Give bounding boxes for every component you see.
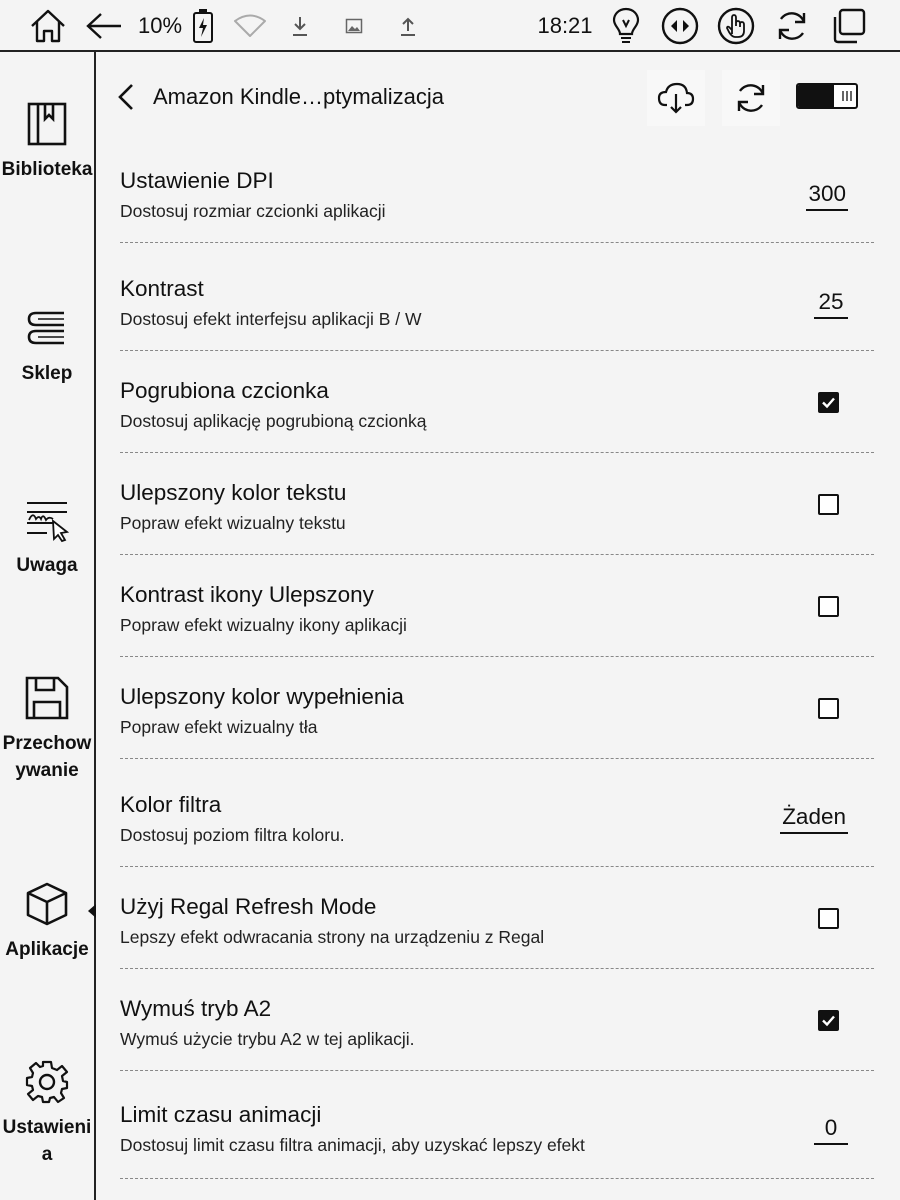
touch-icon[interactable]: [714, 0, 758, 52]
back-button[interactable]: [112, 82, 142, 112]
setting-subtitle: Dostosuj rozmiar czcionki aplikacji: [120, 201, 386, 221]
setting-subtitle: Dostosuj efekt interfejsu aplikacji B / W: [120, 309, 422, 329]
setting-force-a2[interactable]: [98, 970, 900, 1072]
cloud-download-button[interactable]: [647, 70, 705, 126]
cube-icon: [23, 880, 71, 928]
sidebar-item-storage[interactable]: Przechowywanie: [0, 674, 94, 784]
page-turn-icon[interactable]: [658, 0, 702, 52]
divider: [120, 554, 874, 555]
setting-color-filter[interactable]: [98, 760, 900, 868]
icon-contrast-checkbox[interactable]: [818, 596, 839, 617]
setting-dpi[interactable]: [98, 144, 900, 244]
divider: [120, 1070, 874, 1071]
setting-subtitle: Dostosuj limit czasu filtra animacji, aby uzyskać lepszy efekt: [120, 1135, 585, 1155]
setting-icon-contrast[interactable]: [98, 556, 900, 658]
sync-button[interactable]: [722, 70, 780, 126]
sidebar-item-notes[interactable]: Uwaga: [0, 496, 94, 579]
battery-charging-icon: [190, 0, 216, 52]
chevron-left-icon: [112, 82, 142, 112]
divider: [120, 968, 874, 969]
divider: [120, 452, 874, 453]
back-arrow-icon[interactable]: [82, 0, 126, 52]
battery-percent: 10%: [137, 13, 183, 38]
page-title: Amazon Kindle…ptymalizacja: [153, 84, 445, 109]
force-a2-checkbox[interactable]: [818, 1010, 839, 1031]
sidebar: [0, 52, 96, 1200]
toggle-on-fill: [798, 85, 834, 107]
setting-subtitle: Dostosuj poziom filtra koloru.: [120, 825, 345, 845]
setting-title: Pogrubiona czcionka: [120, 378, 329, 403]
multitask-icon[interactable]: [826, 0, 870, 52]
books-stack-icon: [23, 304, 71, 352]
divider: [120, 1178, 874, 1179]
optimization-toggle[interactable]: [796, 83, 858, 109]
library-book-icon: [23, 100, 71, 148]
checkmark-icon: [821, 395, 836, 410]
upload-icon: [396, 0, 420, 52]
setting-title: Wymuś tryb A2: [120, 996, 272, 1021]
setting-title: Ustawienie DPI: [120, 168, 274, 193]
setting-subtitle: Wymuś użycie trybu A2 w tej aplikacji.: [120, 1029, 415, 1049]
contrast-value[interactable]: 25: [814, 289, 848, 319]
color-filter-value[interactable]: Żaden: [780, 804, 848, 834]
setting-subtitle: Popraw efekt wizualny tekstu: [120, 513, 346, 533]
setting-regal-refresh[interactable]: [98, 868, 900, 970]
sidebar-item-apps[interactable]: Aplikacje: [0, 880, 94, 963]
floppy-disk-icon: [23, 674, 71, 722]
setting-contrast[interactable]: [98, 244, 900, 352]
checkmark-icon: [821, 1013, 836, 1028]
enhanced-text-color-checkbox[interactable]: [818, 494, 839, 515]
toggle-grip-icon: [842, 91, 852, 101]
setting-title: Kolor filtra: [120, 792, 222, 817]
animation-timeout-value[interactable]: 0: [814, 1115, 848, 1145]
divider: [120, 350, 874, 351]
sidebar-item-library[interactable]: Biblioteka: [0, 100, 94, 183]
regal-refresh-checkbox[interactable]: [818, 908, 839, 929]
dpi-value[interactable]: 300: [806, 181, 848, 211]
setting-title: Ulepszony kolor tekstu: [120, 480, 347, 505]
setting-bold-font[interactable]: [98, 352, 900, 455]
setting-title: Kontrast: [120, 276, 204, 301]
cloud-download-icon: [656, 81, 696, 115]
setting-enhanced-text-color[interactable]: [98, 454, 900, 556]
download-icon: [288, 0, 312, 52]
setting-title: Użyj Regal Refresh Mode: [120, 894, 377, 919]
setting-title: Kontrast ikony Ulepszony: [120, 582, 374, 607]
image-icon: [342, 0, 366, 52]
wifi-icon: [232, 0, 268, 52]
setting-subtitle: Popraw efekt wizualny ikony aplikacji: [120, 615, 407, 635]
setting-title: Limit czasu animacji: [120, 1102, 322, 1127]
setting-subtitle: Popraw efekt wizualny tła: [120, 717, 318, 737]
setting-animation-timeout[interactable]: [98, 1072, 900, 1180]
sidebar-item-settings[interactable]: Ustawienia: [0, 1058, 94, 1168]
home-icon[interactable]: [24, 0, 72, 52]
divider: [120, 866, 874, 867]
refresh-icon[interactable]: [770, 0, 814, 52]
active-item-indicator: [88, 904, 96, 918]
clock: 18:21: [537, 13, 593, 38]
divider: [120, 656, 874, 657]
lightbulb-icon[interactable]: [604, 0, 648, 52]
sidebar-item-store[interactable]: Sklep: [0, 304, 94, 387]
bold-font-checkbox[interactable]: [818, 392, 839, 413]
divider: [120, 758, 874, 759]
status-bar: [0, 0, 900, 52]
setting-subtitle: Lepszy efekt odwracania strony na urządzeniu z Regal: [120, 927, 545, 947]
gear-icon: [23, 1058, 71, 1106]
sync-icon: [732, 79, 770, 117]
setting-subtitle: Dostosuj aplikację pogrubioną czcionką: [120, 411, 427, 431]
setting-title: Ulepszony kolor wypełnienia: [120, 684, 404, 709]
handwriting-note-icon: [23, 496, 71, 544]
enhanced-fill-color-checkbox[interactable]: [818, 698, 839, 719]
page-header: [98, 52, 900, 144]
divider: [120, 242, 874, 243]
setting-enhanced-fill-color[interactable]: [98, 658, 900, 760]
